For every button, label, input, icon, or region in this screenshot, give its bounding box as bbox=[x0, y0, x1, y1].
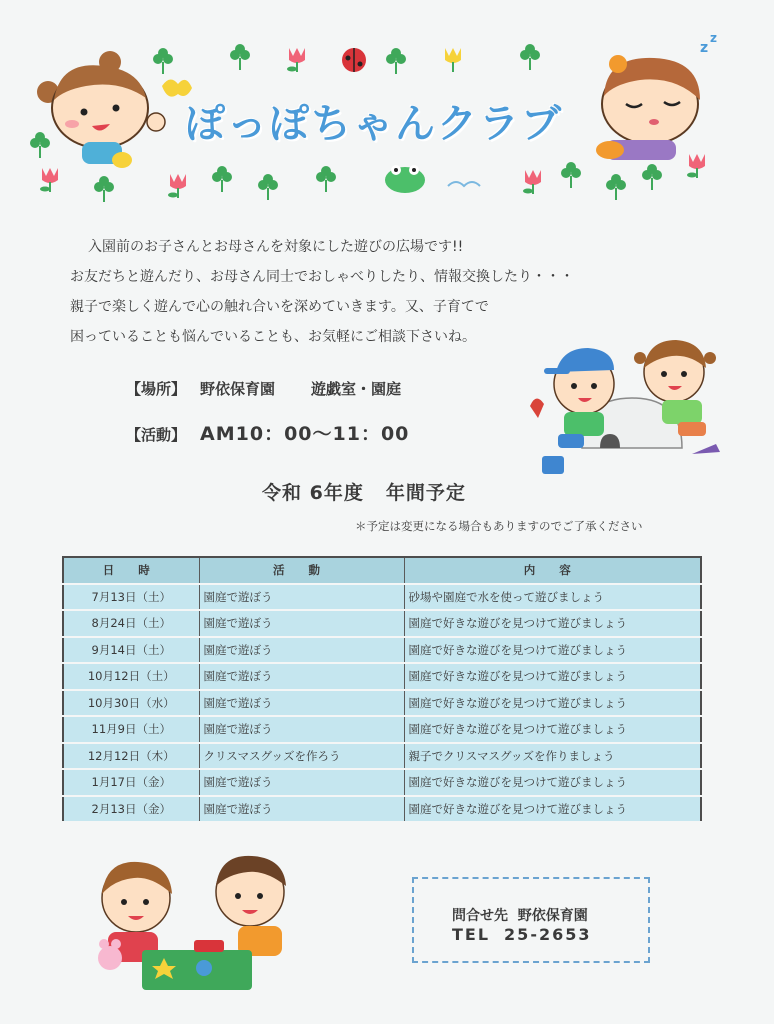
place-label: 【場所】 bbox=[126, 380, 187, 398]
clover-icon bbox=[316, 166, 336, 192]
girl-waving-illustration bbox=[37, 51, 192, 168]
schedule-table bbox=[62, 556, 702, 823]
ladybug-icon bbox=[342, 48, 366, 72]
clover-icon bbox=[520, 44, 540, 70]
intro-line: 入園前のお子さんとお母さんを対象にした遊びの広場です!! bbox=[88, 239, 464, 255]
schedule-title bbox=[262, 478, 466, 505]
intro-line: 困っていることも悩んでいることも、お気軽にご相談下さいね。 bbox=[70, 329, 476, 345]
clover-icon bbox=[642, 164, 662, 190]
clover-icon bbox=[94, 176, 114, 202]
row-date: 11月9日（土） bbox=[63, 716, 199, 743]
table-row bbox=[63, 796, 701, 823]
row-activity: 園庭で遊ぼう bbox=[199, 716, 404, 743]
table-row bbox=[63, 610, 701, 637]
intro-line: 親子で楽しく遊んで心の触れ合いを深めていきます。又、子育てで bbox=[70, 299, 489, 315]
tulip-icon bbox=[168, 174, 186, 198]
schedule-note: ＊予定は変更になる場合もありますのでご了承ください bbox=[355, 519, 643, 533]
table-header-row bbox=[63, 557, 701, 584]
tulip-icon bbox=[687, 154, 705, 178]
header-content: 内 容 bbox=[404, 557, 701, 584]
row-date: 1月17日（金） bbox=[63, 769, 199, 796]
time-info bbox=[126, 419, 409, 446]
row-content: 園庭で好きな遊びを見つけて遊びましょう bbox=[404, 610, 701, 637]
tulip-icon bbox=[40, 168, 58, 192]
row-content: 園庭で好きな遊びを見つけて遊びましょう bbox=[404, 637, 701, 664]
row-date: 2月13日（金） bbox=[63, 796, 199, 823]
tulip-icon bbox=[287, 48, 305, 72]
row-content: 園庭で好きな遊びを見つけて遊びましょう bbox=[404, 690, 701, 717]
row-content: 園庭で好きな遊びを見つけて遊びましょう bbox=[404, 716, 701, 743]
kids-toybox-illustration bbox=[74, 846, 318, 996]
clover-icon bbox=[386, 48, 406, 74]
tel-number: 25-2653 bbox=[504, 925, 592, 944]
row-activity: 園庭で遊ぼう bbox=[199, 584, 404, 611]
bird-icon bbox=[448, 182, 480, 186]
row-activity: 園庭で遊ぼう bbox=[199, 610, 404, 637]
contact-line-1 bbox=[452, 905, 588, 925]
contact-name: 野依保育園 bbox=[517, 908, 588, 924]
sleeping-child-illustration bbox=[596, 31, 717, 160]
place-value: 野依保育園 bbox=[200, 380, 276, 398]
row-date: 9月14日（土） bbox=[63, 637, 199, 664]
year-label: 令和 6年度 bbox=[262, 482, 364, 504]
row-date: 10月12日（土） bbox=[63, 663, 199, 690]
table-row bbox=[63, 690, 701, 717]
row-activity: 園庭で遊ぼう bbox=[199, 690, 404, 717]
intro-line: お友だちと遊んだり、お母さん同士でおしゃべりしたり、情報交換したり・・・ bbox=[70, 269, 574, 285]
contact-label: 問合せ先 bbox=[452, 908, 508, 924]
row-date: 12月12日（木） bbox=[63, 743, 199, 770]
header-date: 日 時 bbox=[63, 557, 199, 584]
row-activity: 園庭で遊ぼう bbox=[199, 769, 404, 796]
row-content: 親子でクリスマスグッズを作りましょう bbox=[404, 743, 701, 770]
table-row bbox=[63, 663, 701, 690]
tulip-icon bbox=[445, 48, 461, 72]
row-content: 砂場や園庭で水を使って遊びましょう bbox=[404, 584, 701, 611]
svg-text:z: z bbox=[700, 40, 709, 56]
frog-icon bbox=[385, 165, 425, 193]
contact-box bbox=[412, 877, 650, 963]
place-info bbox=[126, 378, 401, 399]
clover-icon bbox=[606, 174, 626, 200]
table-row bbox=[63, 716, 701, 743]
row-activity: 園庭で遊ぼう bbox=[199, 663, 404, 690]
row-content: 園庭で好きな遊びを見つけて遊びましょう bbox=[404, 663, 701, 690]
tel-label: TEL bbox=[452, 925, 491, 944]
time-value: AM10：00～11：00 bbox=[200, 423, 410, 445]
row-content: 園庭で好きな遊びを見つけて遊びましょう bbox=[404, 769, 701, 796]
time-label: 【活動】 bbox=[126, 426, 187, 444]
clover-icon bbox=[230, 44, 250, 70]
plan-label: 年間予定 bbox=[385, 482, 466, 504]
svg-text:z: z bbox=[710, 31, 717, 45]
row-activity: クリスマスグッズを作ろう bbox=[199, 743, 404, 770]
clover-icon bbox=[561, 162, 581, 188]
row-activity: 園庭で遊ぼう bbox=[199, 637, 404, 664]
table-row bbox=[63, 769, 701, 796]
row-date: 10月30日（水） bbox=[63, 690, 199, 717]
tulip-icon bbox=[523, 170, 541, 194]
row-date: 7月13日（土） bbox=[63, 584, 199, 611]
contact-line-2 bbox=[452, 925, 591, 944]
row-content: 園庭で好きな遊びを見つけて遊びましょう bbox=[404, 796, 701, 823]
row-activity: 園庭で遊ぼう bbox=[199, 796, 404, 823]
clover-icon bbox=[30, 132, 50, 158]
clover-icon bbox=[153, 48, 173, 74]
table-row bbox=[63, 743, 701, 770]
table-row bbox=[63, 637, 701, 664]
kids-sandbox-illustration bbox=[522, 318, 734, 480]
row-date: 8月24日（土） bbox=[63, 610, 199, 637]
table-row bbox=[63, 584, 701, 611]
page-title: ぽっぽちゃんクラブ bbox=[185, 101, 563, 147]
clover-icon bbox=[212, 166, 232, 192]
place-rooms: 遊戯室・園庭 bbox=[311, 380, 402, 398]
clover-icon bbox=[258, 174, 278, 200]
header-activity: 活 動 bbox=[199, 557, 404, 584]
